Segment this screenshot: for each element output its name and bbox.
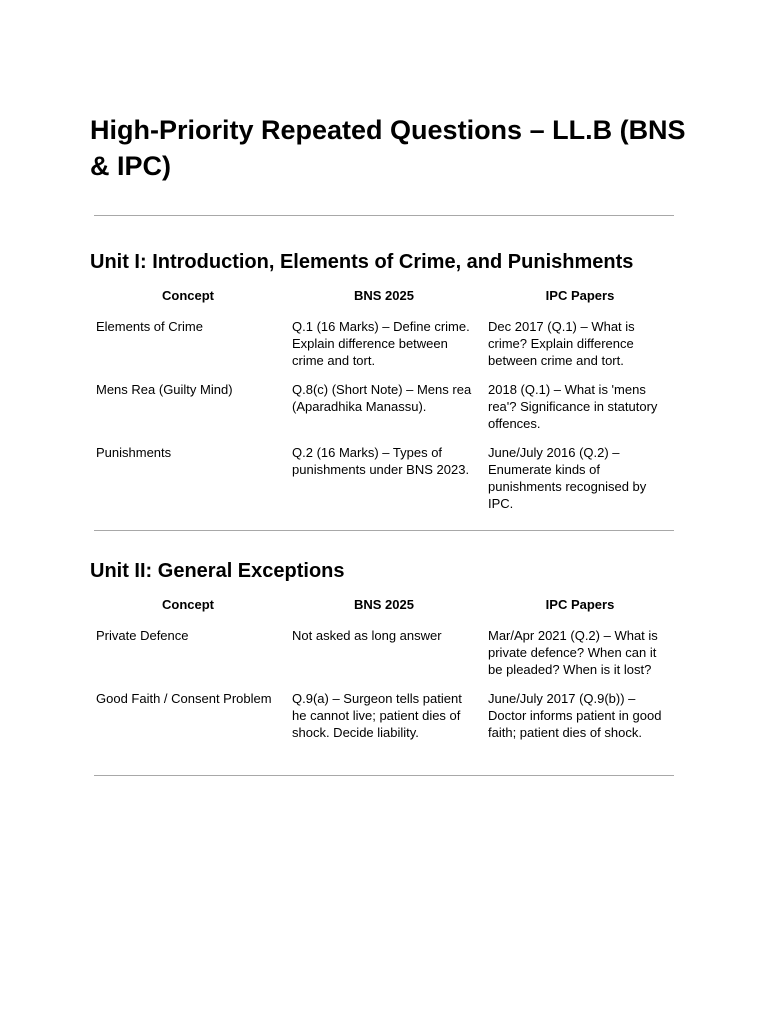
column-header-concept: Concept — [162, 288, 214, 303]
concept-cell: Mens Rea (Guilty Mind) — [96, 382, 233, 397]
bns-cell: Q.2 (16 Marks) – Types of punishments under BNS 2023. — [292, 445, 470, 477]
bns-cell: Not asked as long answer — [292, 628, 442, 643]
table-header-row — [90, 287, 678, 318]
bns-cell: Q.9(a) – Surgeon tells patient he cannot live; patient dies of shock. Decide liability. — [292, 691, 462, 740]
ipc-cell: June/July 2017 (Q.9(b)) – Doctor informs patient in good faith; patient dies of shock. — [488, 691, 662, 740]
bns-cell: Q.1 (16 Marks) – Define crime. Explain difference between crime and tort. — [292, 319, 470, 368]
questions-table-unit-1 — [90, 287, 678, 524]
column-header-bns: BNS 2025 — [354, 288, 414, 303]
table-row — [90, 627, 678, 690]
divider — [94, 775, 674, 776]
concept-cell: Good Faith / Consent Problem — [96, 691, 272, 706]
concept-cell: Punishments — [96, 445, 172, 460]
divider — [94, 215, 674, 216]
ipc-cell: 2018 (Q.1) – What is 'mens rea'? Significance in statutory offences. — [488, 382, 658, 431]
document-title: High-Priority Repeated Questions – LL.B (BNS & IPC) — [90, 115, 686, 181]
bns-cell: Q.8(c) (Short Note) – Mens rea (Aparadhika Manassu). — [292, 382, 472, 414]
table-row — [90, 690, 678, 753]
concept-cell: Private Defence — [96, 628, 189, 643]
table-row — [90, 318, 678, 381]
concept-cell: Elements of Crime — [96, 319, 203, 334]
table-row — [90, 381, 678, 444]
column-header-ipc: IPC Papers — [545, 597, 615, 612]
ipc-cell: Dec 2017 (Q.1) – What is crime? Explain difference between crime and tort. — [488, 319, 635, 368]
column-header-concept: Concept — [162, 597, 214, 612]
ipc-cell: Mar/Apr 2021 (Q.2) – What is private defence? When can it be pleaded? When is it lost? — [488, 628, 658, 677]
divider — [94, 530, 674, 531]
table-header-row — [90, 596, 678, 627]
column-header-bns: BNS 2025 — [354, 597, 414, 612]
table-row — [90, 444, 678, 524]
questions-table-unit-2 — [90, 596, 678, 753]
section-heading-unit-1: Unit I: Introduction, Elements of Crime, and Punishments — [90, 251, 634, 273]
ipc-cell: June/July 2016 (Q.2) – Enumerate kinds of punishments recognised by IPC. — [488, 445, 647, 511]
column-header-ipc: IPC Papers — [545, 288, 615, 303]
section-heading-unit-2: Unit II: General Exceptions — [90, 560, 345, 582]
